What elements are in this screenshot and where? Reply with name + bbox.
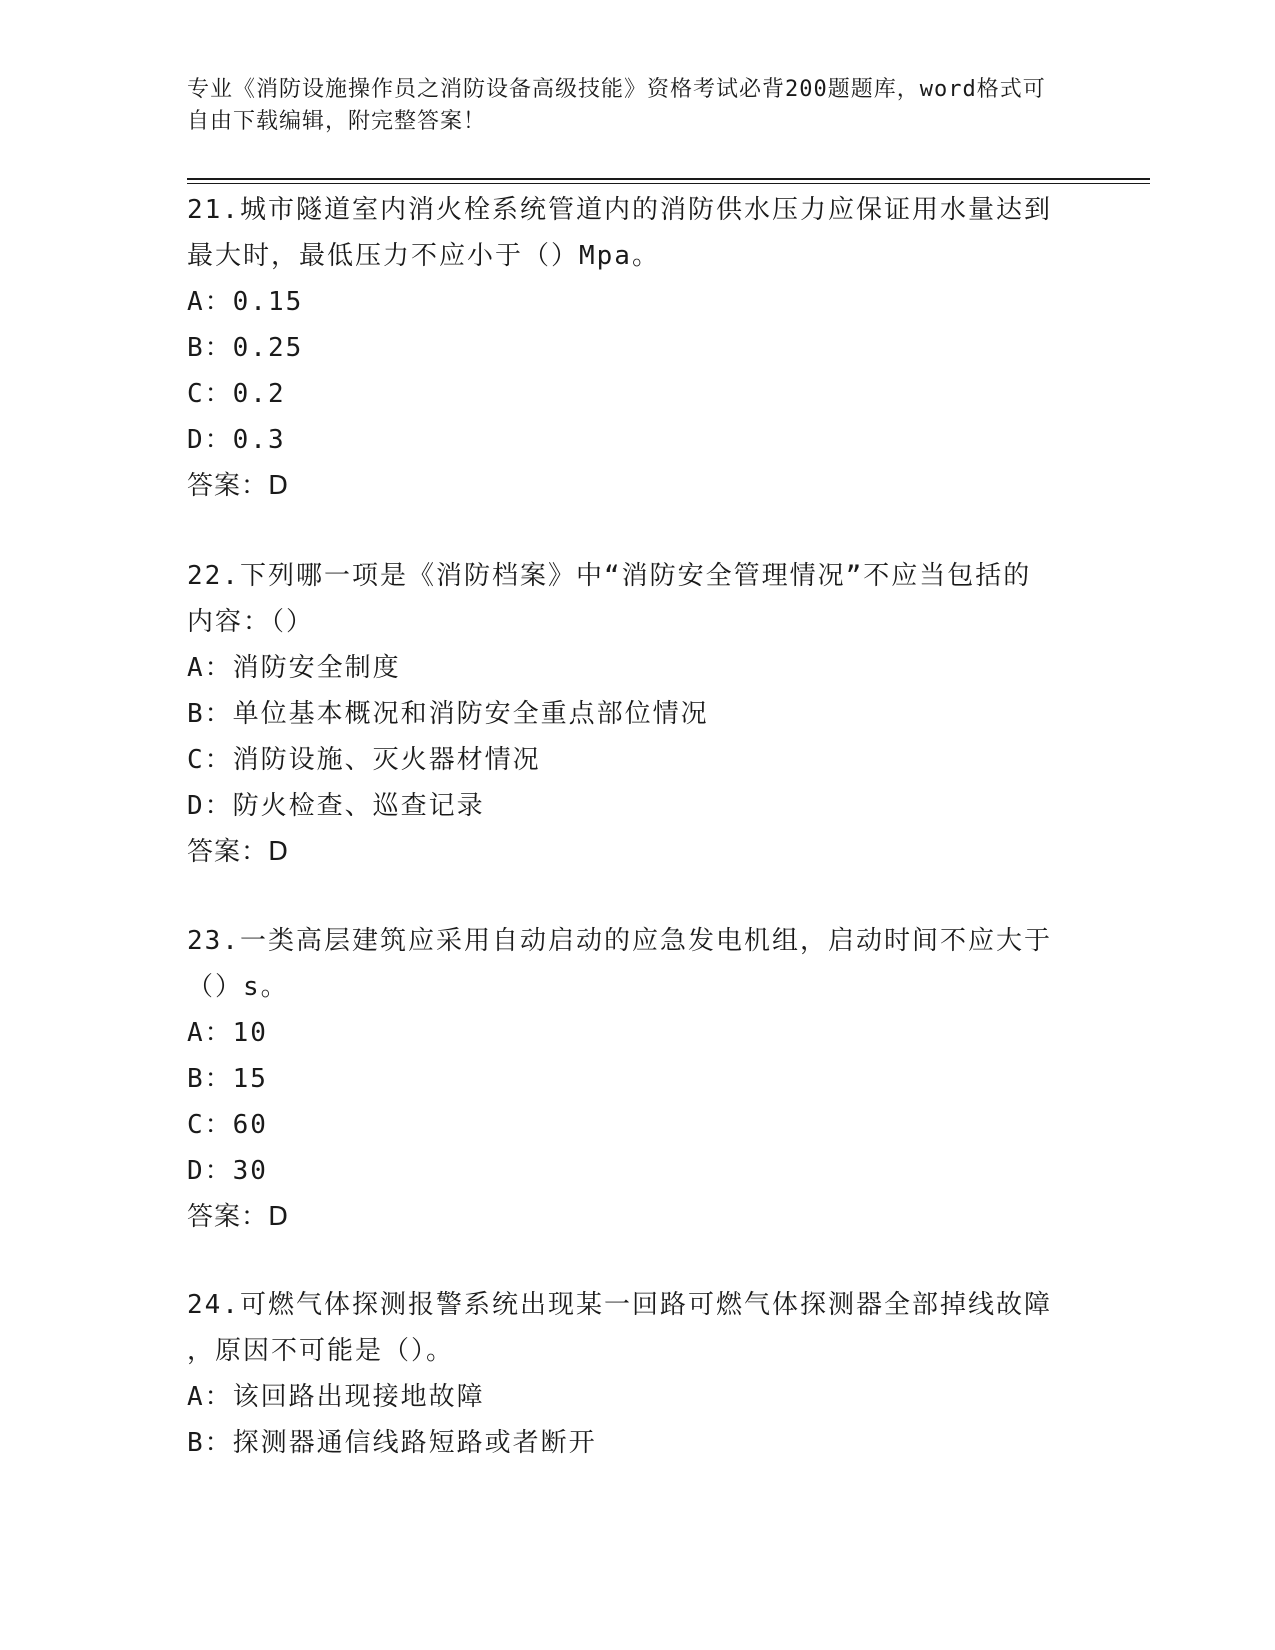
question-stem-line: 21.城市隧道室内消火栓系统管道内的消防供水压力应保证用水量达到 bbox=[187, 195, 1052, 225]
document-header: 专业《消防设施操作员之消防设备高级技能》资格考试必背200题题库，word格式可自由下载编辑，附完整答案！ bbox=[187, 77, 1046, 134]
option-b: B：单位基本概况和消防安全重点部位情况 bbox=[187, 699, 709, 729]
option-c: C：消防设施、灭火器材情况 bbox=[187, 745, 541, 775]
option-b: B：15 bbox=[187, 1064, 268, 1094]
option-d: D：0.3 bbox=[187, 425, 286, 455]
option-a: A：10 bbox=[187, 1018, 268, 1048]
option-c: C：0.2 bbox=[187, 379, 286, 409]
option-b: B：0.25 bbox=[187, 333, 304, 363]
question-23 bbox=[187, 918, 1087, 1240]
header-rule-thick bbox=[187, 178, 1150, 180]
answer: 答案：D bbox=[187, 471, 290, 501]
question-21 bbox=[187, 187, 1087, 509]
question-stem-line: 最大时，最低压力不应小于（）Mpa。 bbox=[187, 241, 660, 271]
question-24 bbox=[187, 1282, 1087, 1466]
question-stem-line: 22.下列哪一项是《消防档案》中“消防安全管理情况”不应当包括的 bbox=[187, 561, 1032, 591]
question-stem-line: ，原因不可能是（）。 bbox=[187, 1336, 455, 1366]
question-22 bbox=[187, 553, 1087, 875]
option-d: D：防火检查、巡查记录 bbox=[187, 791, 485, 821]
answer: 答案：D bbox=[187, 837, 290, 867]
answer: 答案：D bbox=[187, 1202, 290, 1232]
option-c: C：60 bbox=[187, 1110, 268, 1140]
option-a: A：0.15 bbox=[187, 287, 304, 317]
question-stem-line: 23.一类高层建筑应采用自动启动的应急发电机组，启动时间不应大于 bbox=[187, 926, 1052, 956]
option-b: B：探测器通信线路短路或者断开 bbox=[187, 1428, 597, 1458]
option-a: A：该回路出现接地故障 bbox=[187, 1382, 485, 1412]
question-stem-line: 内容：（） bbox=[187, 607, 315, 637]
header-rule-thin bbox=[187, 183, 1150, 184]
option-a: A：消防安全制度 bbox=[187, 653, 401, 683]
question-stem-line: 24.可燃气体探测报警系统出现某一回路可燃气体探测器全部掉线故障 bbox=[187, 1290, 1052, 1320]
question-stem-line: （）s。 bbox=[187, 972, 289, 1002]
option-d: D：30 bbox=[187, 1156, 268, 1186]
